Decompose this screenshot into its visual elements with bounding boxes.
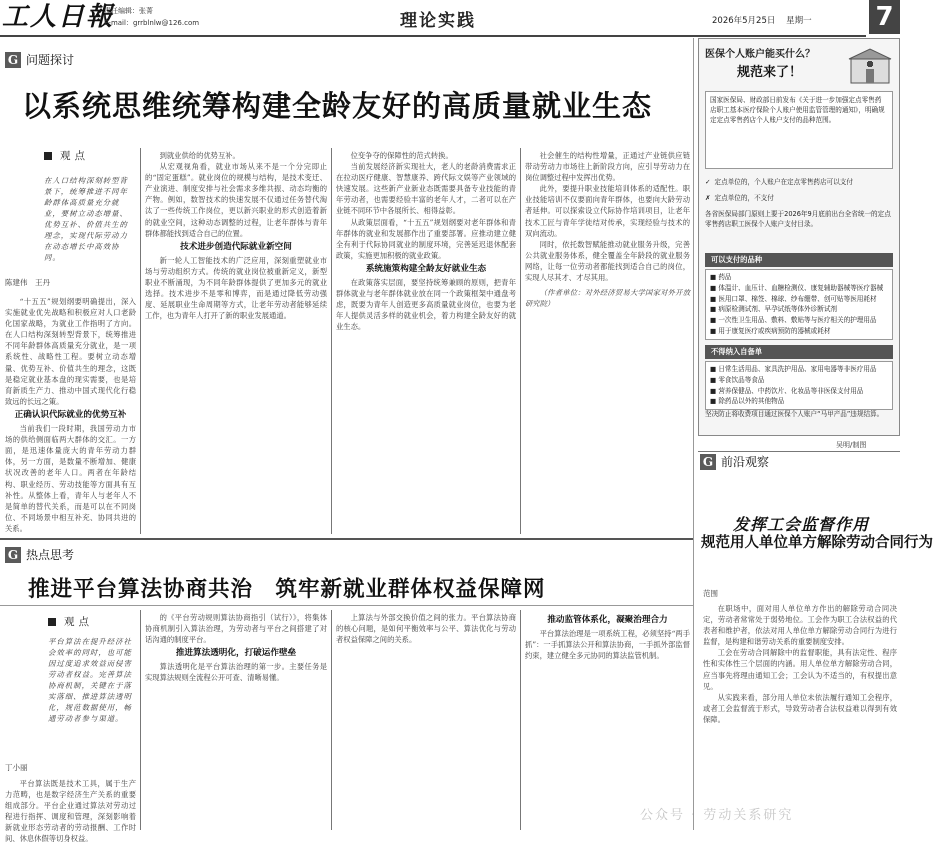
lead-author: 陈建伟 王丹 xyxy=(5,278,50,287)
frontier-column-label: 前沿观察 xyxy=(721,455,770,469)
lead-signature: （作者单位：对外经济贸易大学国家对外开放研究院） xyxy=(525,288,690,309)
frontier-para: 工会在劳动合同解除中的监督职能，具有法定性、程序性和实体性三个层面的内涵。用人单位单方解除劳动合同，应当事先将理由通知工会；工会认为不适当的，有权提出意见。 xyxy=(703,648,897,691)
hot-col2-para: 算法透明化是平台算法治理的第一步。主要任务是实现算法规则全流程公开可查、清晰易懂。 xyxy=(145,662,327,683)
lead-headline: 以系统思维统筹构建全龄友好的高质量就业生态 xyxy=(22,89,653,123)
frontier-para: 从实践来看，部分用人单位未依法履行通知工会程序，或者工会监督流于形式，导致劳动者合法权益难以得到有效保障。 xyxy=(703,692,897,724)
hot-viewpoint-label: 观点 xyxy=(64,616,93,628)
cannot-pay-item: ■ 日常生活用品、家具洗护用品、家用电器等非医疗用品 xyxy=(710,365,877,373)
lead-col3-para: 从政策层面看，“十五五”规划纲要对老年群体和青年群体的就业和发展都作出了重要部署。应推动建立健全有利于代际协同就业的制度环境，完善延迟退休配套政策，实施更加积极的就业政策。 xyxy=(336,217,516,260)
lead-bottom-rule xyxy=(0,538,693,540)
frontier-column-tag xyxy=(700,453,769,470)
lead-column-label: 问题探讨 xyxy=(26,53,75,67)
date-text: 2026年5月25日 xyxy=(712,16,776,26)
hot-column-label: 热点思考 xyxy=(26,548,75,562)
lead-col3-para: 在政策落实层面，要坚持统筹兼顾的原则，把青年群体就业与老年群体就业放在同一个政策框架中通盘考虑，既要为青年人创造更多高质量就业岗位，也要为老年人提供灵活多样的就业机会，着力构建全龄友好的就业生态。 xyxy=(336,278,516,332)
frontier-body xyxy=(703,603,897,830)
email-line: E-mail：grrblnlw@126.com xyxy=(104,19,200,27)
hot-col3-para: 上算法与外部交换价值之间的张力。平台算法协商的核心问题，是如何平衡效率与公平、算法优化与劳动者权益保障之间的关系。 xyxy=(336,613,516,645)
can-pay-heading: 可以支付的品种 xyxy=(705,253,893,267)
cannot-pay-item: ■ 除药品以外的其他物品 xyxy=(710,397,785,406)
medical-insurance-infographic xyxy=(698,38,900,436)
infographic-credit: 吴明/制图 xyxy=(836,441,867,449)
col-rule xyxy=(331,148,332,534)
infographic-row-nopay xyxy=(705,193,893,204)
lead-blurb: 在人口结构深刻转型背景下，统筹推进不同年龄群体高质量充分就业，要树立动态增量、优势互补、价值共生的理念，实现代际劳动力在动态增长中高效协同。 xyxy=(44,176,128,262)
lead-subhead-1: 正确认识代际就业的优势互补 xyxy=(14,409,127,420)
watermark: 公众号 · 劳动关系研究 xyxy=(640,808,794,823)
can-pay-item: ■ 用于康复医疗或疾病预防的器械或耗材 xyxy=(710,326,831,335)
lead-col1 xyxy=(5,296,136,534)
hot-col2-para: 的《平台劳动规则算法协商指引（试行）》，将集体协商机制引入算法治理，为劳动者与平台之间搭建了对话沟通的制度平台。 xyxy=(145,613,327,645)
lead-col1-para: 当前我们一段时期，我国劳动力市场的供给侧面临两大群体的交汇。一方面，是迅速体量庞大的青年劳动力群体，另一方面，是数量不断增加、健康状况改善的老年人口。两者在年龄结构、职业经历、劳动技能等方面具有互补性。从整体上看，青年人与老年人不是简单的替代关系，而是可以在不同岗位、不同场景中相互补充、协同共进的关系。 xyxy=(5,424,136,533)
row-nopay-text: 定点单位的，不支付 xyxy=(714,194,774,202)
lead-col3-para: 当前发展经济新实现社大，老人的老龄消费需求正在拉动医疗健康、智慧康养、跨代际文娱等产业领域的快速发展。这些新产业新业态既需要具备专业技能的青年劳动者，也需要经验丰富的老年人才，二者可以在产业链不同环节中各展所长、相得益彰。 xyxy=(336,162,516,216)
weekday-text: 星期一 xyxy=(786,16,812,26)
can-pay-item: ■ 药品 xyxy=(710,273,732,281)
hot-col4-para: 平台算法治理是一项系统工程，必须坚持“两手抓”：一手抓算法公开和算法协商，一手抓外部监督约束，建立健全多元协同的算法监管机制。 xyxy=(525,629,690,661)
frontier-headline-2: 规范用人单位单方解除劳动合同行为 xyxy=(701,535,933,551)
lead-col2-para: 新一轮人工智能技术的广泛应用，深刻重塑就业市场与劳动组织方式。传统的就业岗位被重新定义，新型职业不断涌现，为不同年龄群体提供了更加多元的就业选择。技术进步不是零和博弈，而是通过降低劳动强度、延展职业生命周期等方式，让老年劳动者能够延续工作，也为青年人打开了新的职业发展通道。 xyxy=(145,255,327,321)
page-number: 7 xyxy=(869,0,900,34)
lead-col4-para: 社会催生的结构性增量，正通过产业链供应链带动劳动力市场往上新阶段方向，应引导劳动力在岗位调整过程中发挥出优势。 xyxy=(525,151,690,183)
g-mark-icon: G xyxy=(5,547,21,563)
hot-subhead-2: 推动监管体系化，凝聚治理合力 xyxy=(547,615,668,625)
infographic-row-pay xyxy=(705,177,893,188)
lead-col4-para: 此外，要提升职业技能培训体系的适配性。职业技能培训不仅要面向青年群体，也要向大龄劳动者延伸。可以探索设立代际协作培训项目，让老年技术工匠与青年学徒结对传承，实现经验与技术的双向流动。 xyxy=(525,184,690,238)
lead-viewpoint xyxy=(44,148,89,163)
lead-col3-para: 位变争夺的保障性的范式转换。 xyxy=(350,151,453,160)
hot-blurb: 平台算法在提升经济社会效率的同时，也可能因过度追求效益而侵害劳动者权益。完善算法协商机制，关键在于落实落细、推进算法透明化，规范数据使用，畅通劳动者参与渠道。 xyxy=(48,637,132,723)
cross-icon: ✗ xyxy=(705,194,711,202)
hot-headline: 推进平台算法协商共治 筑牢新就业群体权益保障网 xyxy=(28,577,546,602)
lead-col4-para: 同时，依托数智赋能推动就业服务升级，完善公共就业服务体系，健全覆盖全年龄段的就业服务网络，让每一位劳动者都能找到适合自己的岗位，实现人尽其才、才尽其用。 xyxy=(525,239,690,283)
hot-col3 xyxy=(336,612,516,830)
row-pay-text: 定点单位的，个人账户在定点零售药店可以支付 xyxy=(714,178,853,186)
infographic-deadline: 各省医保局部门原则上要于2026年9月底前出台全省统一的定点零售药店职工医保个人账户支付目录。 xyxy=(705,210,891,228)
can-pay-item: ■ 体温计、血压计、血糖检测仪、康复辅助器械等医疗器械 xyxy=(710,283,884,292)
frontier-author: 范围 xyxy=(703,589,718,598)
col-rule xyxy=(520,148,521,534)
lead-col2-para: 从宏观视角看，就业市场从来不是一个分完即止的“固定蛋糕”。就业岗位的规模与结构，是技术变迁、产业演进、制度安排与社会需求多维共振、动态均衡的产物。例如，数智技术的快速发展不仅通过任务替代淘汰了一些传统工作岗位，更以新兴职业的形式创造着新的就业空间，这种动态调整的过程，让老年群体与青年群体都能找到适合自己的位置。 xyxy=(145,162,327,238)
pharmacy-illustration-icon xyxy=(847,47,893,85)
infographic-note: 坚决防止将收费项目通过医保个人账户“马甲产品”违规结算。 xyxy=(705,410,884,418)
section-title: 理论实践 xyxy=(400,11,476,31)
hot-column-tag xyxy=(5,546,74,563)
col-rule xyxy=(331,610,332,830)
hot-col4 xyxy=(525,612,690,830)
lead-col2-para: 到就业供给的优势互补。 xyxy=(159,151,240,160)
editor-line: 责任编辑：张菁 xyxy=(104,7,153,15)
hot-author: 丁小丽 xyxy=(5,763,28,772)
issue-date xyxy=(712,14,812,26)
lead-col4 xyxy=(525,150,690,534)
can-pay-item: ■ 医用口罩、棉签、棉球、纱布绷带、创可贴等医用耗材 xyxy=(710,294,877,303)
frontier-top-rule xyxy=(698,451,900,452)
hot-title-rule xyxy=(0,605,693,606)
col-rule xyxy=(140,610,141,830)
lead-col2 xyxy=(145,150,327,534)
col-rule xyxy=(520,610,521,830)
hot-col1-para: 平台算法既是技术工具，属于生产力范畴，也是数字经济生产关系的重要组成部分。平台企业通过算法对劳动过程进行指挥、调度和管理，深刻影响着新就业形态劳动者的劳动报酬、工作时间、休息休假等切身权益。 xyxy=(5,779,136,844)
frontier-headline-1: 发挥工会监督作用 xyxy=(733,515,870,534)
lead-subhead-2: 技术进步创造代际就业新空间 xyxy=(180,241,292,252)
infographic-intro: 国家医保局、财政部日前发布《关于进一步加强定点零售药店职工基本医疗保险个人账户使用监管管理的通知》，明确规定定点零售药店个人账户支付的品种范围。 xyxy=(705,91,893,169)
hot-viewpoint xyxy=(48,614,93,629)
square-bullet-icon xyxy=(44,152,52,160)
can-pay-item: ■ 一次性卫生用品、敷料、敷贴等与医疗相关的护理用品 xyxy=(710,316,877,325)
g-mark-icon: G xyxy=(700,454,716,470)
masthead-rule xyxy=(0,35,866,37)
masthead xyxy=(0,0,900,38)
cannot-pay-item: ■ 营养保健品、中药饮片、化妆品等非医保支付用品 xyxy=(710,386,864,395)
cannot-pay-heading: 不得纳入自备单 xyxy=(705,345,893,359)
frontier-para: 在职场中，面对用人单位单方作出的解除劳动合同决定，劳动者常常处于弱势地位。工会作为职工合法权益的代表者和维护者，依法对用人单位单方解除劳动合同行为进行监督，是构建和谐劳动关系的重要制度安排。 xyxy=(703,604,897,647)
g-mark-icon: G xyxy=(5,52,21,68)
hot-col2 xyxy=(145,612,327,830)
hot-col1 xyxy=(5,778,136,844)
check-icon: ✓ xyxy=(705,178,711,186)
can-pay-item: ■ 病原检测试剂、早孕试纸等体外诊断试剂 xyxy=(710,305,838,314)
right-rail-rule xyxy=(693,38,694,830)
square-bullet-icon xyxy=(48,618,56,626)
lead-col3 xyxy=(336,150,516,534)
cannot-pay-item: ■ 零食饮品等食品 xyxy=(710,375,765,384)
lead-column-tag xyxy=(5,51,74,68)
infographic-headline: 规范来了！ xyxy=(737,65,803,80)
lead-viewpoint-label: 观点 xyxy=(60,150,89,162)
can-pay-list xyxy=(705,269,893,340)
lead-col1-para: “十五五”规划纲要明确提出，深入实施就业优先战略和积极应对人口老龄化国家战略，为就业工作指明了方向。在人口结构深刻转型背景下，统筹推进不同年龄群体高质量充分就业，是一项系统性、战略性工程。要树立动态增量、优势互补、价值共生的理念，这既是稳定就业基本盘的现实需要，也是培育新质生产力、推动中国式现代化行稳致远的长远之策。 xyxy=(5,297,136,406)
infographic-question: 医保个人账户能买什么？ xyxy=(705,49,815,60)
cannot-pay-list xyxy=(705,361,893,410)
lead-subhead-3: 系统施策构建全龄友好就业生态 xyxy=(365,263,487,274)
newspaper-logo: 工人日報 xyxy=(2,2,115,32)
hot-subhead-1: 推进算法透明化，打破运作壁垒 xyxy=(175,648,297,659)
col-rule xyxy=(140,148,141,534)
